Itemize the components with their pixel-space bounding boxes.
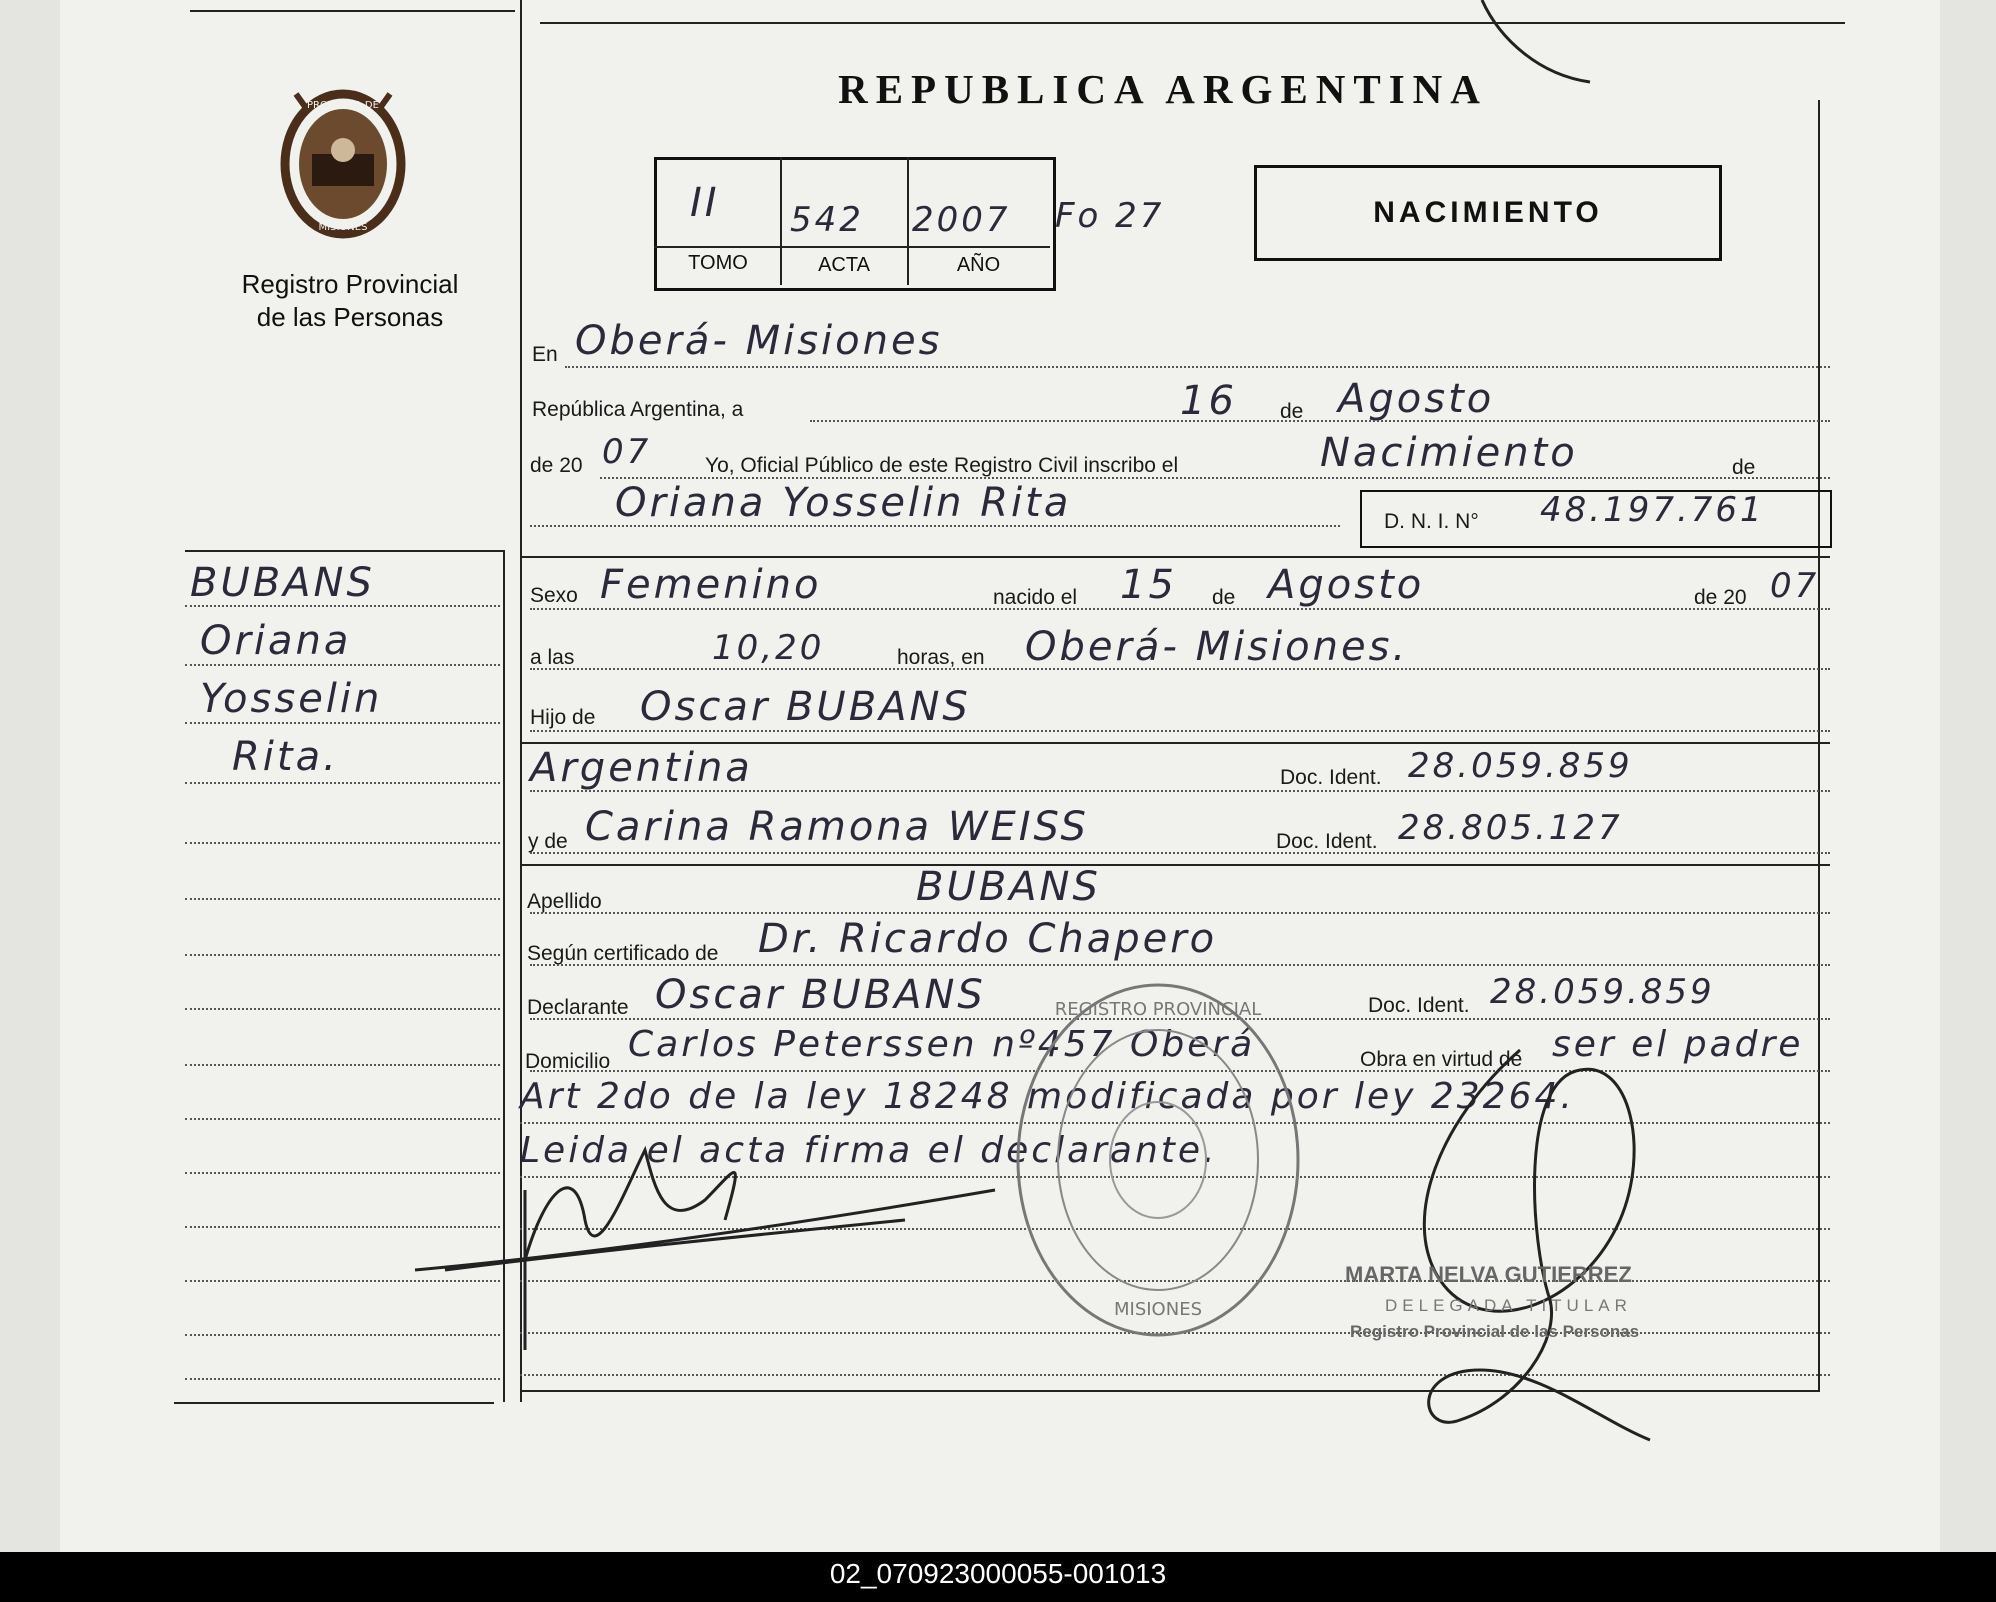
margin-rule: [185, 954, 500, 956]
row-rule: [530, 912, 1830, 914]
doc-madre-value: 28.805.127: [1398, 808, 1623, 848]
margin-rule: [185, 605, 500, 607]
doc-label-madre: Doc. Ident.: [1276, 830, 1378, 853]
yde-label: y de: [528, 830, 568, 853]
record-box-rule: [654, 246, 1050, 248]
tomo-value: II: [690, 180, 720, 226]
certificate-type-box: NACIMIENTO: [1254, 165, 1722, 261]
margin-rule: [185, 1118, 500, 1120]
declarante-value: Oscar BUBANS: [655, 972, 986, 1018]
official-name: MARTA NELVA GUTIERREZ: [1345, 1262, 1632, 1287]
logo-text-top: PROVINCIA DE: [307, 100, 379, 111]
registry-name: [205, 268, 495, 334]
nacido-label: nacido el: [993, 586, 1078, 609]
horas-place: Oberá- Misiones.: [1025, 624, 1409, 670]
acta-value: 542: [790, 200, 864, 240]
domicilio-value: Carlos Peterssen nº457 Oberá: [628, 1024, 1256, 1065]
nacido-month: Agosto: [1268, 562, 1425, 608]
row-rule-solid: [520, 864, 1830, 866]
margin-rule: [185, 664, 500, 666]
registry-line-2: de las Personas: [256, 302, 444, 332]
de-label-2: de: [1732, 456, 1756, 479]
row-rule: [530, 964, 1830, 966]
sexo-value: Femenino: [600, 562, 822, 608]
row-rule: [530, 668, 1830, 670]
signature-fragment: [1470, 0, 1600, 90]
row-rule-solid: [520, 742, 1830, 744]
margin-rule: [185, 722, 500, 724]
republica-label: República Argentina, a: [532, 398, 744, 421]
madre-value: Carina Ramona WEISS: [585, 804, 1089, 850]
row-rule: [565, 366, 1830, 368]
apellido-value: BUBANS: [916, 864, 1101, 910]
svg-text:MISIONES: MISIONES: [1113, 1299, 1203, 1320]
doc-declarante-value: 28.059.859: [1490, 972, 1715, 1012]
en-label: En: [532, 343, 558, 366]
de20-label: de 20: [1694, 586, 1747, 609]
official-signature: [1400, 1040, 1660, 1470]
margin-rule: [185, 1008, 500, 1010]
inscribe-value: Nacimiento: [1320, 430, 1578, 476]
margin-rule: [185, 1064, 500, 1066]
ano-label: AÑO: [956, 254, 1001, 276]
doc-padre-value: 28.059.859: [1408, 746, 1633, 786]
official-role: DELEGADA TITULAR: [1385, 1296, 1632, 1315]
de-label-3: de: [1212, 586, 1236, 609]
logo-text-bottom: MISIONES: [318, 222, 368, 233]
row-rule-solid: [520, 556, 1830, 558]
margin-rule: [185, 782, 500, 784]
margin-rule: [185, 842, 500, 844]
month-value: Agosto: [1338, 376, 1495, 422]
row-rule: [530, 790, 1830, 792]
apellido-label: Apellido: [527, 890, 602, 913]
direccion-general-registro-provincial-seal: [1008, 975, 1308, 1345]
year-value: 07: [602, 432, 652, 472]
registry-line-1: Registro Provincial: [241, 269, 459, 299]
row-rule: [600, 477, 1830, 479]
nacido-day: 15: [1120, 562, 1177, 608]
frame-bottom-left: [174, 1402, 494, 1404]
document-title: REPUBLICA ARGENTINA: [838, 66, 1488, 112]
margin-name-1: Oriana: [200, 618, 352, 664]
sexo-label: Sexo: [530, 584, 578, 607]
doc-label-declarante: Doc. Ident.: [1368, 994, 1470, 1017]
certificado-label: Según certificado de: [527, 942, 719, 965]
frame-top-right: [540, 22, 1845, 24]
svg-text:REGISTRO PROVINCIAL: REGISTRO PROVINCIAL: [1054, 999, 1262, 1020]
margin-name-2: Yosselin: [200, 676, 383, 722]
dni-label: D. N. I. N°: [1384, 510, 1479, 533]
day-value: 16: [1180, 378, 1237, 424]
tomo-label: TOMO: [688, 252, 748, 274]
row-rule: [530, 608, 1830, 610]
margin-top-rule: [185, 550, 505, 552]
margin-name-3: Rita.: [232, 734, 339, 780]
hijo-value: Oscar BUBANS: [640, 684, 971, 730]
alas-value: 10,20: [712, 628, 825, 668]
frame-top-left: [190, 10, 515, 12]
horas-label: horas, en: [897, 646, 985, 669]
name-value: Oriana Yosselin Rita: [615, 480, 1072, 526]
obra-value: ser el padre: [1552, 1024, 1804, 1065]
year-prefix-label: de 20: [530, 454, 583, 477]
de-label: de: [1280, 400, 1304, 423]
leida-line: Leida el acta firma el declarante.: [520, 1130, 1218, 1171]
oficial-text: Yo, Oficial Público de este Registro Civil inscribo el: [705, 454, 1179, 477]
alas-label: a las: [530, 646, 575, 669]
margin-rule: [185, 898, 500, 900]
margin-surname: BUBANS: [190, 560, 375, 606]
ano-value: 2007: [912, 200, 1011, 240]
row-rule: [530, 730, 1830, 732]
dni-value: 48.197.761: [1540, 490, 1765, 530]
nacido-year: 07: [1770, 566, 1820, 606]
row-rule: [530, 525, 1340, 527]
nacionalidad-value: Argentina: [530, 745, 753, 791]
declarante-label: Declarante: [527, 996, 629, 1019]
acta-label: ACTA: [818, 254, 870, 276]
row-rule: [810, 420, 1830, 422]
scan-id: 02_070923000055-001013: [829, 1558, 1167, 1589]
obra-label: Obra en virtud de: [1360, 1048, 1523, 1071]
margin-rule: [185, 1378, 500, 1380]
declarant-signature: [405, 1130, 1025, 1360]
row-rule: [530, 852, 1830, 854]
hijo-label: Hijo de: [530, 706, 596, 729]
frame-right: [1818, 100, 1820, 1390]
official-office: Registro Provincial de las Personas: [1350, 1322, 1640, 1341]
folio-value: Fo 27: [1055, 196, 1165, 236]
art-line: Art 2do de la ley 18248 modificada por ley 23264.: [520, 1076, 1575, 1117]
certificado-value: Dr. Ricardo Chapero: [758, 916, 1218, 962]
en-value: Oberá- Misiones: [575, 318, 943, 364]
domicilio-label: Domicilio: [525, 1050, 611, 1073]
doc-label-padre: Doc. Ident.: [1280, 766, 1382, 789]
